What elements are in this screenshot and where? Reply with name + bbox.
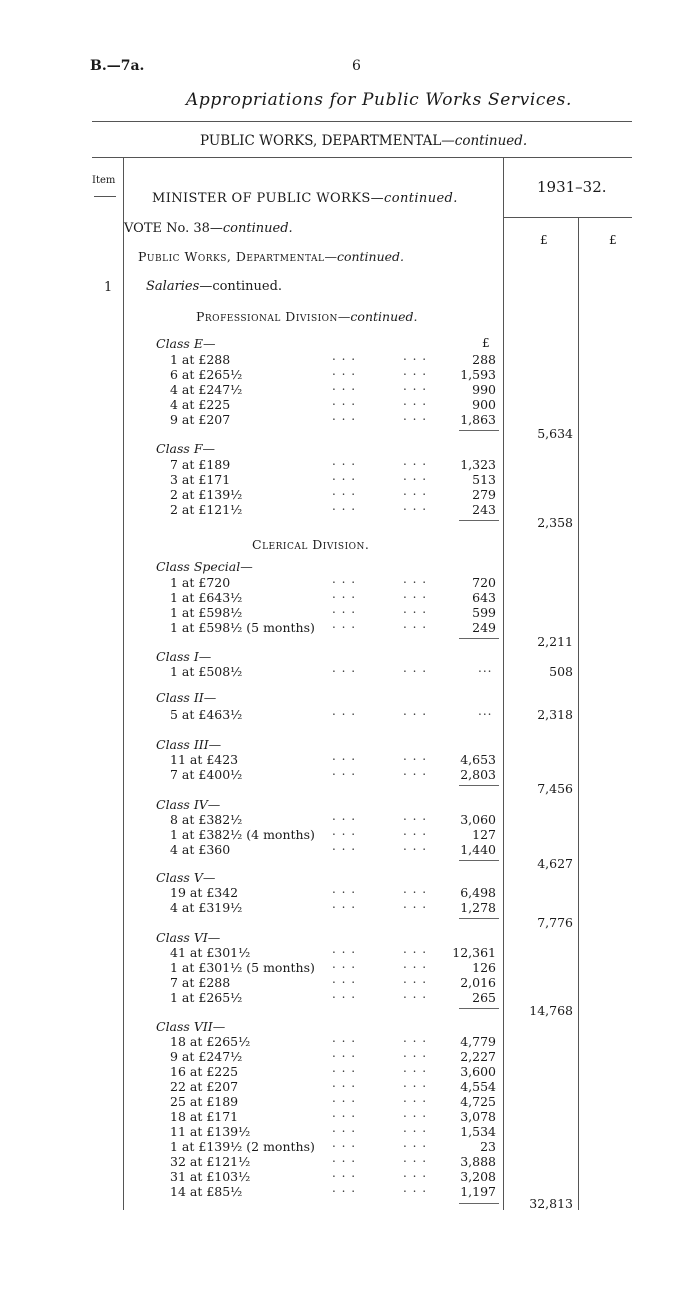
leader-dots: . . .	[332, 957, 357, 971]
leader-dots: . . .	[403, 897, 428, 911]
subtotal-amount: 279	[472, 487, 496, 502]
subtotal-amount: 243	[472, 502, 496, 517]
leader-dots: . . .	[403, 1121, 428, 1135]
class-heading: Class IV—	[156, 797, 221, 812]
leader-dots: . . .	[332, 824, 357, 838]
leader-dots: . . .	[403, 987, 428, 1001]
dept-heading-cont: —continued.	[324, 249, 405, 264]
row-label: 4 at £319½	[170, 900, 243, 915]
year-heading-rule	[504, 217, 632, 218]
leader-dots: . . .	[332, 809, 357, 823]
leader-dots: . . .	[332, 1046, 357, 1060]
leader-dots: . . .	[332, 972, 357, 986]
subtotal-amount: 599	[472, 605, 496, 620]
leader-dots: . . .	[403, 957, 428, 971]
subtotal-rule	[459, 520, 499, 521]
professional-division-main: Professional Division	[196, 309, 338, 324]
class-heading: Class VI—	[156, 930, 221, 945]
subtotal-amount: 4,554	[460, 1079, 496, 1094]
leader-dots: . . .	[403, 349, 428, 363]
document-code: B.—7a.	[90, 58, 145, 74]
row-label: 5 at £463½	[170, 707, 243, 722]
subtotal-amount: 2,227	[460, 1049, 496, 1064]
row-label: 7 at £189	[170, 457, 231, 472]
class-heading: Class VII—	[156, 1019, 226, 1034]
subtotal-rule	[459, 1203, 499, 1204]
leader-dots: . . .	[403, 602, 428, 616]
row-label: 1 at £598½	[170, 605, 243, 620]
pound-header-2: £	[609, 233, 617, 247]
vote-heading	[124, 221, 293, 236]
row-label: 7 at £288	[170, 975, 231, 990]
leader-dots: . . .	[332, 499, 357, 513]
leader-dots: . . .	[332, 349, 357, 363]
class-total: 32,813	[529, 1196, 573, 1211]
row-label: 11 at £423	[170, 752, 239, 767]
class-total: 2,211	[537, 634, 573, 649]
salaries-heading-cont: —continued.	[199, 279, 283, 294]
vote-heading-cont: —continued.	[209, 221, 293, 236]
leader-dots: . . .	[403, 572, 428, 586]
class-heading: Class II—	[156, 690, 217, 705]
leader-dots: . . .	[332, 882, 357, 896]
leader-dots: . . .	[403, 809, 428, 823]
subtotal-rule	[459, 1008, 499, 1009]
leader-dots: . . .	[403, 972, 428, 986]
leader-dots: . . .	[403, 1181, 428, 1195]
leader-dots: . . .	[403, 661, 428, 675]
leader-dots: . . .	[403, 454, 428, 468]
leader-dots: . . .	[332, 1151, 357, 1165]
item-column-header: Item	[92, 175, 116, 186]
clerical-division-heading: Clerical Division.	[252, 537, 370, 552]
class-heading: Class F—	[156, 441, 215, 456]
leader-dots: . . .	[332, 364, 357, 378]
dept-heading-main: Public Works, Departmental	[138, 249, 325, 264]
section-subtitle-main: PUBLIC WORKS, DEPARTMENTAL	[200, 133, 442, 149]
leader-dots: . . .	[332, 1166, 357, 1180]
row-label: 14 at £85½	[170, 1184, 243, 1199]
subtotal-amount: 1,863	[460, 412, 496, 427]
subtotal-rule	[459, 638, 499, 639]
leader-dots: . . .	[332, 469, 357, 483]
subtotal-amount: 4,725	[460, 1094, 496, 1109]
row-label: 6 at £265½	[170, 367, 243, 382]
subtotal-rule	[459, 430, 499, 431]
leader-dots: . . .	[332, 1076, 357, 1090]
subtotal-amount: 1,534	[460, 1124, 496, 1139]
class-total: 5,634	[537, 426, 573, 441]
subtotal-amount: 4,779	[460, 1034, 496, 1049]
dept-heading	[138, 249, 404, 264]
subtotal-amount: 643	[472, 590, 496, 605]
class-total: 508	[549, 664, 573, 679]
row-label: 1 at £598½ (5 months)	[170, 620, 315, 635]
row-label: 1 at £301½ (5 months)	[170, 960, 315, 975]
row-label: 11 at £139½	[170, 1124, 251, 1139]
leader-dots: . . .	[403, 704, 428, 718]
leader-dots: . . .	[332, 942, 357, 956]
class-heading: Class Special—	[156, 559, 253, 574]
row-label: 32 at £121½	[170, 1154, 251, 1169]
page-number: 6	[352, 58, 361, 74]
row-label: 1 at £382½ (4 months)	[170, 827, 315, 842]
sub-column-pound: £	[482, 336, 490, 350]
professional-division-heading	[196, 309, 418, 324]
subtotal-amount: 12,361	[452, 945, 496, 960]
row-label: 18 at £171	[170, 1109, 239, 1124]
subtotal-amount: 6,498	[460, 885, 496, 900]
leader-dots: . . .	[332, 409, 357, 423]
subtotal-amount: 127	[472, 827, 496, 842]
class-heading: Class E—	[156, 336, 216, 351]
leader-dots: . . .	[403, 764, 428, 778]
row-label: 25 at £189	[170, 1094, 239, 1109]
leader-dots: . . .	[332, 1091, 357, 1105]
subtotal-rule	[459, 860, 499, 861]
row-label: 3 at £171	[170, 472, 231, 487]
subtotal-amount: 249	[472, 620, 496, 635]
leader-dots: . . .	[403, 882, 428, 896]
leader-dots: ...	[478, 704, 493, 718]
subtotal-amount: 126	[472, 960, 496, 975]
row-label: 16 at £225	[170, 1064, 239, 1079]
year-column-header: 1931–32.	[537, 178, 607, 196]
table-top-rule	[92, 157, 632, 158]
leader-dots: . . .	[403, 1031, 428, 1045]
subtotal-amount: 1,440	[460, 842, 496, 857]
leader-dots: . . .	[403, 587, 428, 601]
leader-dots: . . .	[332, 1106, 357, 1120]
salaries-heading	[146, 279, 282, 294]
row-label: 2 at £121½	[170, 502, 243, 517]
row-label: 4 at £360	[170, 842, 231, 857]
leader-dots: . . .	[403, 499, 428, 513]
class-heading: Class III—	[156, 737, 222, 752]
vote-heading-main: VOTE No. 38	[124, 221, 210, 236]
leader-dots: ...	[478, 661, 493, 675]
leader-dots: . . .	[332, 1031, 357, 1045]
row-label: 19 at £342	[170, 885, 239, 900]
class-total: 14,768	[529, 1003, 573, 1018]
subtotal-amount: 3,078	[460, 1109, 496, 1124]
item-number: 1	[104, 280, 113, 295]
leader-dots: . . .	[332, 394, 357, 408]
row-label: 41 at £301½	[170, 945, 251, 960]
section-subtitle	[200, 133, 527, 149]
leader-dots: . . .	[403, 1136, 428, 1150]
row-label: 9 at £247½	[170, 1049, 243, 1064]
subtotal-amount: 23	[480, 1139, 496, 1154]
subtotal-amount: 4,653	[460, 752, 496, 767]
row-label: 31 at £103½	[170, 1169, 251, 1184]
subtotal-amount: 3,888	[460, 1154, 496, 1169]
row-label: 2 at £139½	[170, 487, 243, 502]
class-total: 7,776	[537, 915, 573, 930]
subtotal-amount: 1,593	[460, 367, 496, 382]
leader-dots: . . .	[332, 617, 357, 631]
subtotal-amount: 2,803	[460, 767, 496, 782]
leader-dots: . . .	[332, 1121, 357, 1135]
class-total: 2,358	[537, 515, 573, 530]
leader-dots: . . .	[403, 1091, 428, 1105]
leader-dots: . . .	[332, 661, 357, 675]
leader-dots: . . .	[332, 602, 357, 616]
subtotal-amount: 900	[472, 397, 496, 412]
leader-dots: . . .	[403, 1046, 428, 1060]
leader-dots: . . .	[332, 1181, 357, 1195]
professional-division-cont: —continued.	[337, 309, 418, 324]
leader-dots: . . .	[403, 1076, 428, 1090]
salaries-heading-main: Salaries	[146, 279, 200, 294]
leader-dots: . . .	[403, 839, 428, 853]
section-subtitle-cont: —continued.	[441, 133, 528, 149]
subtotal-amount: 720	[472, 575, 496, 590]
pound-header-1: £	[540, 233, 548, 247]
row-label: 18 at £265½	[170, 1034, 251, 1049]
row-label: 1 at £643½	[170, 590, 243, 605]
leader-dots: . . .	[403, 1151, 428, 1165]
subtotal-amount: 1,197	[460, 1184, 496, 1199]
subtotal-amount: 3,208	[460, 1169, 496, 1184]
minister-heading-cont: —continued.	[370, 191, 458, 206]
leader-dots: . . .	[403, 364, 428, 378]
row-label: 1 at £139½ (2 months)	[170, 1139, 315, 1154]
leader-dots: . . .	[403, 379, 428, 393]
leader-dots: . . .	[332, 587, 357, 601]
row-label: 1 at £720	[170, 575, 231, 590]
row-label: 1 at £508½	[170, 664, 243, 679]
leader-dots: . . .	[332, 484, 357, 498]
leader-dots: . . .	[403, 1106, 428, 1120]
minister-heading	[152, 191, 458, 206]
subtotal-amount: 2,016	[460, 975, 496, 990]
row-label: 1 at £265½	[170, 990, 243, 1005]
row-label: 8 at £382½	[170, 812, 243, 827]
amount-column-rule	[503, 158, 504, 1210]
page-title: Appropriations for Public Works Services.	[186, 90, 572, 110]
class-heading: Class V—	[156, 870, 216, 885]
leader-dots: . . .	[332, 704, 357, 718]
item-header-dash	[94, 196, 116, 197]
class-total: 7,456	[537, 781, 573, 796]
leader-dots: . . .	[403, 617, 428, 631]
class-heading: Class I—	[156, 649, 212, 664]
subtotal-rule	[459, 785, 499, 786]
row-label: 7 at £400½	[170, 767, 243, 782]
leader-dots: . . .	[332, 987, 357, 1001]
leader-dots: . . .	[332, 839, 357, 853]
leader-dots: . . .	[332, 1061, 357, 1075]
row-label: 1 at £288	[170, 352, 231, 367]
item-column-rule	[123, 158, 124, 1210]
leader-dots: . . .	[403, 824, 428, 838]
row-label: 22 at £207	[170, 1079, 239, 1094]
leader-dots: . . .	[403, 469, 428, 483]
header-rule	[92, 121, 632, 122]
minister-heading-main: MINISTER OF PUBLIC WORKS	[152, 191, 371, 206]
subtotal-rule	[459, 918, 499, 919]
subtotal-amount: 265	[472, 990, 496, 1005]
leader-dots: . . .	[332, 897, 357, 911]
leader-dots: . . .	[403, 394, 428, 408]
subtotal-amount: 3,060	[460, 812, 496, 827]
subtotal-amount: 513	[472, 472, 496, 487]
class-total: 4,627	[537, 856, 573, 871]
leader-dots: . . .	[403, 1061, 428, 1075]
subtotal-amount: 288	[472, 352, 496, 367]
subtotal-amount: 1,278	[460, 900, 496, 915]
leader-dots: . . .	[332, 1136, 357, 1150]
class-total: 2,318	[537, 707, 573, 722]
leader-dots: . . .	[332, 764, 357, 778]
leader-dots: . . .	[403, 1166, 428, 1180]
row-label: 9 at £207	[170, 412, 231, 427]
row-label: 4 at £247½	[170, 382, 243, 397]
subtotal-amount: 3,600	[460, 1064, 496, 1079]
subtotal-amount: 990	[472, 382, 496, 397]
row-label: 4 at £225	[170, 397, 231, 412]
pounds-column-rule	[578, 218, 579, 1210]
subtotal-amount: 1,323	[460, 457, 496, 472]
leader-dots: . . .	[403, 942, 428, 956]
leader-dots: . . .	[332, 454, 357, 468]
leader-dots: . . .	[403, 409, 428, 423]
leader-dots: . . .	[403, 484, 428, 498]
leader-dots: . . .	[332, 572, 357, 586]
leader-dots: . . .	[332, 749, 357, 763]
leader-dots: . . .	[332, 379, 357, 393]
leader-dots: . . .	[403, 749, 428, 763]
